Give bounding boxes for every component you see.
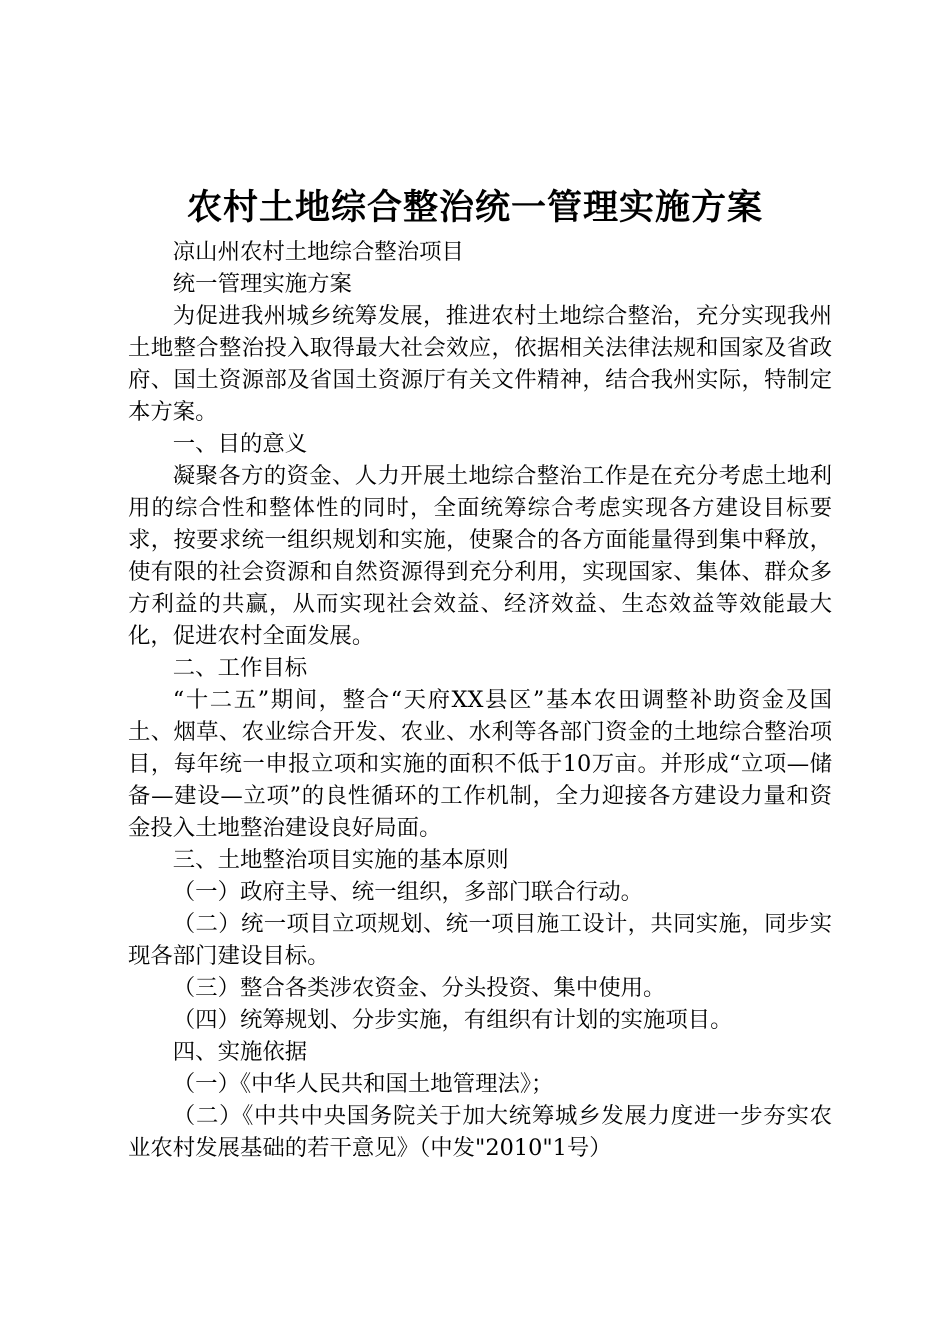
document-title: 农村土地综合整治统一管理实施方案 bbox=[186, 187, 763, 228]
intro-paragraph: 为促进我州城乡统筹发展，推进农村土地综合整治，充分实现我州土地整合整治投入取得最大社会效应，依据相关法律法规和国家及省政府、国土资源部及省国土资源厅有关文件精神，结合我州实际，特制定本方案。 bbox=[128, 303, 832, 425]
section-heading-3: 三、土地整治项目实施的基本原则 bbox=[172, 847, 509, 873]
section-heading-1: 一、目的意义 bbox=[172, 431, 308, 457]
principle-item-1: （一）政府主导、统一组织，多部门联合行动。 bbox=[172, 879, 643, 905]
section-1-paragraph: 凝聚各方的资金、人力开展土地综合整治工作是在充分考虑土地利用的综合性和整体性的同时，全面统筹综合考虑实现各方建设目标要求，按要求统一组织规划和实施，使聚合的各方面能量得到集中释放，使有限的社会资源和自然资源得到充分利用，实现国家、集体、群众多方利益的共赢，从而实现社会效益、经济效益、生态效益等效能最大化，促进农村全面发展。 bbox=[128, 463, 832, 649]
section-heading-2: 二、工作目标 bbox=[172, 655, 308, 681]
basis-item-2: （二）《中共中央国务院关于加大统筹城乡发展力度进一步夯实农业农村发展基础的若干意见》（中发"2010"1号） bbox=[128, 1103, 832, 1161]
document-body bbox=[128, 236, 832, 1164]
principle-item-2: （二）统一项目立项规划、统一项目施工设计，共同实施，同步实现各部门建设目标。 bbox=[128, 911, 832, 969]
section-heading-4: 四、实施依据 bbox=[172, 1039, 308, 1065]
basis-item-1: （一）《中华人民共和国土地管理法》； bbox=[172, 1071, 554, 1097]
subtitle-line-2: 统一管理实施方案 bbox=[172, 271, 352, 297]
section-2-paragraph: “十二五”期间，整合“天府XX县区”基本农田调整补助资金及国土、烟草、农业综合开发、农业、水利等各部门资金的土地综合整治项目，每年统一申报立项和实施的面积不低于10万亩。并形成“立项—储备—建设—立项”的良性循环的工作机制，全力迎接各方建设力量和资金投入土地整治建设良好局面。 bbox=[128, 687, 832, 841]
principle-item-4: （四）统筹规划、分步实施，有组织有计划的实施项目。 bbox=[172, 1007, 733, 1033]
subtitle-line-1: 凉山州农村土地综合整治项目 bbox=[172, 239, 464, 265]
principle-item-3: （三）整合各类涉农资金、分头投资、集中使用。 bbox=[172, 975, 666, 1001]
